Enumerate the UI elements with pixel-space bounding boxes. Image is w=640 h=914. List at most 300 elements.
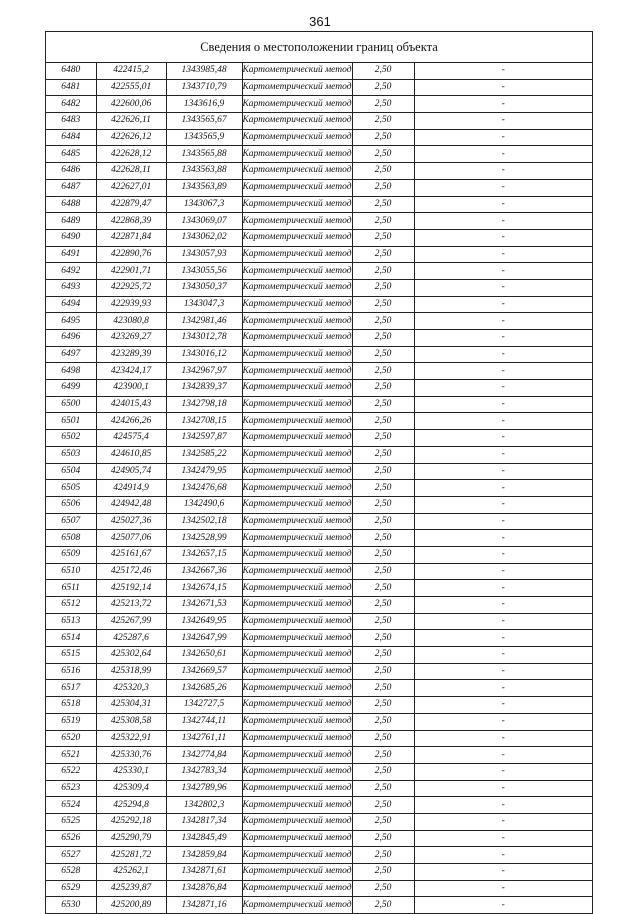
precision-cell: 2,50 bbox=[352, 530, 414, 547]
table-row bbox=[46, 313, 592, 330]
method-cell: Картометрический метод bbox=[242, 880, 352, 897]
x-coordinate-cell: 423900,1 bbox=[96, 380, 166, 397]
description-cell: - bbox=[414, 196, 592, 213]
precision-cell: 2,50 bbox=[352, 113, 414, 130]
y-coordinate-cell: 1343057,93 bbox=[166, 246, 242, 263]
description-cell: - bbox=[414, 446, 592, 463]
point-number-cell: 6489 bbox=[46, 213, 96, 230]
table-row bbox=[46, 96, 592, 113]
y-coordinate-cell: 1342528,99 bbox=[166, 530, 242, 547]
x-coordinate-cell: 425161,67 bbox=[96, 546, 166, 563]
method-cell: Картометрический метод bbox=[242, 730, 352, 747]
x-coordinate-cell: 425322,91 bbox=[96, 730, 166, 747]
x-coordinate-cell: 422626,11 bbox=[96, 113, 166, 130]
description-cell: - bbox=[414, 747, 592, 764]
table-row bbox=[46, 346, 592, 363]
point-number-cell: 6483 bbox=[46, 113, 96, 130]
point-number-cell: 6530 bbox=[61, 899, 81, 910]
x-coordinate-cell: 425330,76 bbox=[96, 747, 166, 764]
description-cell: - bbox=[414, 396, 592, 413]
y-coordinate-cell: 1342727,5 bbox=[166, 697, 242, 714]
point-number-cell: 6514 bbox=[46, 630, 96, 647]
precision-cell: 2,50 bbox=[352, 613, 414, 630]
x-coordinate-cell: 425290,79 bbox=[96, 830, 166, 847]
x-coordinate-cell: 425287,6 bbox=[96, 630, 166, 647]
table-row bbox=[46, 279, 592, 296]
point-number-cell: 6516 bbox=[46, 663, 96, 680]
description-cell: - bbox=[414, 813, 592, 830]
x-coordinate-cell: 425200,89 bbox=[96, 897, 166, 913]
precision-cell: 2,50 bbox=[352, 96, 414, 113]
description-cell: - bbox=[414, 697, 592, 714]
x-coordinate-cell: 423289,39 bbox=[96, 346, 166, 363]
description-cell: - bbox=[414, 129, 592, 146]
table-row bbox=[46, 647, 592, 664]
point-number-cell: 6513 bbox=[46, 613, 96, 630]
description-cell: - bbox=[414, 246, 592, 263]
x-coordinate-cell: 422415,2 bbox=[96, 63, 166, 79]
point-number-cell: 6508 bbox=[46, 530, 96, 547]
y-coordinate-cell: 1342490,6 bbox=[166, 496, 242, 513]
point-number-cell: 6512 bbox=[46, 597, 96, 614]
description-cell: - bbox=[414, 96, 592, 113]
point-number-cell: 6488 bbox=[46, 196, 96, 213]
y-coordinate-cell: 1342685,26 bbox=[166, 680, 242, 697]
y-coordinate-cell: 1342871,61 bbox=[166, 864, 242, 881]
method-cell: Картометрический метод bbox=[242, 847, 352, 864]
method-cell: Картометрический метод bbox=[242, 496, 352, 513]
table-row bbox=[46, 129, 592, 146]
x-coordinate-cell: 425267,99 bbox=[96, 613, 166, 630]
description-cell: - bbox=[414, 613, 592, 630]
x-coordinate-cell: 422600,06 bbox=[96, 96, 166, 113]
method-cell: Картометрический метод bbox=[242, 396, 352, 413]
description-cell: - bbox=[414, 480, 592, 497]
y-coordinate-cell: 1342647,99 bbox=[166, 630, 242, 647]
y-coordinate-cell: 1343047,3 bbox=[166, 296, 242, 313]
y-coordinate-cell: 1342783,34 bbox=[166, 763, 242, 780]
description-cell: - bbox=[414, 864, 592, 881]
x-coordinate-cell: 424575,4 bbox=[96, 430, 166, 447]
x-coordinate-cell: 425302,64 bbox=[96, 647, 166, 664]
x-coordinate-cell: 425077,06 bbox=[96, 530, 166, 547]
x-coordinate-cell: 422925,72 bbox=[96, 279, 166, 296]
x-coordinate-cell: 425262,1 bbox=[96, 864, 166, 881]
point-number-cell: 6528 bbox=[46, 864, 96, 881]
method-cell: Картометрический метод bbox=[242, 279, 352, 296]
point-number-cell: 6510 bbox=[46, 563, 96, 580]
point-number-cell: 6520 bbox=[46, 730, 96, 747]
method-cell: Картометрический метод bbox=[242, 813, 352, 830]
x-coordinate-cell: 425330,1 bbox=[96, 763, 166, 780]
method-cell: Картометрический метод bbox=[242, 580, 352, 597]
table-row bbox=[46, 613, 592, 630]
precision-cell: 2,50 bbox=[352, 263, 414, 280]
table-row bbox=[46, 246, 592, 263]
point-number-cell: 6503 bbox=[46, 446, 96, 463]
point-number-cell: 6525 bbox=[46, 813, 96, 830]
precision-cell: 2,50 bbox=[352, 213, 414, 230]
table-row bbox=[46, 196, 592, 213]
precision-cell: 2,50 bbox=[352, 647, 414, 664]
method-cell: Картометрический метод bbox=[242, 63, 352, 79]
x-coordinate-cell: 424610,85 bbox=[96, 446, 166, 463]
y-coordinate-cell: 1342871,16 bbox=[166, 897, 242, 913]
point-number-cell: 6504 bbox=[46, 463, 96, 480]
x-coordinate-cell: 424942,48 bbox=[96, 496, 166, 513]
precision-cell: 2,50 bbox=[352, 880, 414, 897]
method-cell: Картометрический метод bbox=[242, 647, 352, 664]
point-number-cell: 6507 bbox=[46, 513, 96, 530]
description-cell: - bbox=[414, 580, 592, 597]
point-number-cell: 6480 bbox=[46, 63, 96, 79]
precision-cell: 2,50 bbox=[352, 146, 414, 163]
table-row bbox=[46, 513, 592, 530]
method-cell: Картометрический метод bbox=[242, 96, 352, 113]
table-row bbox=[46, 563, 592, 580]
table-row bbox=[46, 813, 592, 830]
table-row bbox=[46, 730, 592, 747]
precision-cell: 2,50 bbox=[352, 730, 414, 747]
y-coordinate-cell: 1342744,11 bbox=[166, 713, 242, 730]
point-number-cell: 6515 bbox=[46, 647, 96, 664]
description-cell: - bbox=[414, 663, 592, 680]
precision-cell: 2,50 bbox=[352, 430, 414, 447]
y-coordinate-cell: 1342667,36 bbox=[166, 563, 242, 580]
point-number-cell: 6494 bbox=[46, 296, 96, 313]
x-coordinate-cell: 423080,8 bbox=[96, 313, 166, 330]
method-cell: Картометрический метод bbox=[242, 480, 352, 497]
table-row bbox=[46, 480, 592, 497]
description-cell: - bbox=[414, 530, 592, 547]
y-coordinate-cell: 1342981,46 bbox=[166, 313, 242, 330]
precision-cell: 2,50 bbox=[352, 279, 414, 296]
y-coordinate-cell: 1342859,84 bbox=[166, 847, 242, 864]
point-number-cell: 6492 bbox=[46, 263, 96, 280]
y-coordinate-cell: 1342671,53 bbox=[166, 597, 242, 614]
method-cell: Картометрический метод bbox=[242, 313, 352, 330]
description-cell: - bbox=[414, 630, 592, 647]
precision-cell: 2,50 bbox=[352, 246, 414, 263]
x-coordinate-cell: 422901,71 bbox=[96, 263, 166, 280]
table-row bbox=[46, 580, 592, 597]
x-coordinate-cell: 422628,11 bbox=[96, 163, 166, 180]
y-coordinate-cell: 1342845,49 bbox=[166, 830, 242, 847]
precision-cell: 2,50 bbox=[352, 446, 414, 463]
y-coordinate-cell: 1342502,18 bbox=[166, 513, 242, 530]
y-coordinate-cell: 1343616,9 bbox=[166, 96, 242, 113]
description-cell: - bbox=[414, 313, 592, 330]
description-cell: - bbox=[414, 380, 592, 397]
method-cell: Картометрический метод bbox=[242, 897, 352, 913]
table-row bbox=[46, 597, 592, 614]
description-cell: - bbox=[414, 179, 592, 196]
method-cell: Картометрический метод bbox=[242, 229, 352, 246]
precision-cell: 2,50 bbox=[352, 330, 414, 347]
y-coordinate-cell: 1343985,48 bbox=[166, 63, 242, 79]
table-row bbox=[46, 380, 592, 397]
precision-cell: 2,50 bbox=[352, 163, 414, 180]
precision-cell: 2,50 bbox=[352, 296, 414, 313]
method-cell: Картометрический метод bbox=[242, 530, 352, 547]
y-coordinate-cell: 1342669,57 bbox=[166, 663, 242, 680]
x-coordinate-cell: 425318,99 bbox=[96, 663, 166, 680]
description-cell: - bbox=[414, 830, 592, 847]
x-coordinate-cell: 422868,39 bbox=[96, 213, 166, 230]
method-cell: Картометрический метод bbox=[242, 446, 352, 463]
point-number-cell: 6485 bbox=[46, 146, 96, 163]
method-cell: Картометрический метод bbox=[242, 630, 352, 647]
method-cell: Картометрический метод bbox=[242, 613, 352, 630]
precision-cell: 2,50 bbox=[352, 630, 414, 647]
description-cell: - bbox=[414, 163, 592, 180]
y-coordinate-cell: 1342650,61 bbox=[166, 647, 242, 664]
point-number-cell: 6497 bbox=[46, 346, 96, 363]
precision-cell: 2,50 bbox=[352, 196, 414, 213]
point-number-cell: 6495 bbox=[46, 313, 96, 330]
method-cell: Картометрический метод bbox=[242, 330, 352, 347]
precision-cell: 2,50 bbox=[352, 63, 414, 79]
table-row bbox=[46, 363, 592, 380]
precision-cell: 2,50 bbox=[352, 129, 414, 146]
precision-cell: 2,50 bbox=[352, 597, 414, 614]
precision-cell: 2,50 bbox=[352, 747, 414, 764]
x-coordinate-cell: 422871,84 bbox=[96, 229, 166, 246]
table-row bbox=[46, 546, 592, 563]
description-cell: - bbox=[414, 346, 592, 363]
point-number-cell: 6511 bbox=[46, 580, 96, 597]
x-coordinate-cell: 425239,87 bbox=[96, 880, 166, 897]
description-cell: - bbox=[414, 647, 592, 664]
point-number-cell: 6529 bbox=[46, 880, 96, 897]
method-cell: Картометрический метод bbox=[242, 179, 352, 196]
method-cell: Картометрический метод bbox=[242, 296, 352, 313]
method-cell: Картометрический метод bbox=[242, 163, 352, 180]
precision-cell: 2,50 bbox=[352, 179, 414, 196]
point-number-cell: 6527 bbox=[46, 847, 96, 864]
y-coordinate-cell: 1343563,88 bbox=[166, 163, 242, 180]
description-cell: - bbox=[414, 563, 592, 580]
description-cell: - bbox=[414, 780, 592, 797]
table-row bbox=[46, 146, 592, 163]
point-number-cell: 6493 bbox=[46, 279, 96, 296]
method-cell: Картометрический метод bbox=[242, 79, 352, 96]
method-cell: Картометрический метод bbox=[242, 830, 352, 847]
y-coordinate-cell: 1342657,15 bbox=[166, 546, 242, 563]
point-number-cell: 6519 bbox=[46, 713, 96, 730]
method-cell: Картометрический метод bbox=[242, 697, 352, 714]
table-row bbox=[46, 446, 592, 463]
precision-cell: 2,50 bbox=[352, 463, 414, 480]
precision-cell: 2,50 bbox=[352, 480, 414, 497]
table-row bbox=[46, 263, 592, 280]
precision-cell: 2,50 bbox=[352, 496, 414, 513]
table-row bbox=[46, 847, 592, 864]
method-cell: Картометрический метод bbox=[242, 563, 352, 580]
table-row bbox=[46, 330, 592, 347]
point-number-cell: 6487 bbox=[46, 179, 96, 196]
method-cell: Картометрический метод bbox=[242, 346, 352, 363]
table-row bbox=[46, 463, 592, 480]
precision-cell: 2,50 bbox=[352, 797, 414, 814]
method-cell: Картометрический метод bbox=[242, 747, 352, 764]
method-cell: Картометрический метод bbox=[242, 430, 352, 447]
method-cell: Картометрический метод bbox=[242, 546, 352, 563]
description-cell: - bbox=[414, 363, 592, 380]
x-coordinate-cell: 422627,01 bbox=[96, 179, 166, 196]
x-coordinate-cell: 425308,58 bbox=[96, 713, 166, 730]
precision-cell: 2,50 bbox=[352, 580, 414, 597]
table-row bbox=[46, 163, 592, 180]
description-cell: - bbox=[414, 880, 592, 897]
point-number-cell: 6499 bbox=[46, 380, 96, 397]
precision-cell: 2,50 bbox=[352, 396, 414, 413]
y-coordinate-cell: 1342476,68 bbox=[166, 480, 242, 497]
y-coordinate-cell: 1342585,22 bbox=[166, 446, 242, 463]
method-cell: Картометрический метод bbox=[242, 146, 352, 163]
table-row bbox=[46, 780, 592, 797]
point-number-cell: 6506 bbox=[46, 496, 96, 513]
description-cell: - bbox=[414, 797, 592, 814]
table-row bbox=[46, 63, 592, 79]
point-number-cell: 6526 bbox=[46, 830, 96, 847]
x-coordinate-cell: 422628,12 bbox=[96, 146, 166, 163]
y-coordinate-cell: 1343565,88 bbox=[166, 146, 242, 163]
method-cell: Картометрический метод bbox=[242, 864, 352, 881]
description-cell: - bbox=[414, 546, 592, 563]
description-cell: - bbox=[414, 263, 592, 280]
description-cell: - bbox=[414, 680, 592, 697]
precision-cell: 2,50 bbox=[352, 780, 414, 797]
y-coordinate-cell: 1343710,79 bbox=[166, 79, 242, 96]
point-number-cell: 6524 bbox=[46, 797, 96, 814]
table-title: Сведения о местоположении границ объекта bbox=[46, 32, 592, 63]
coordinates-table-body bbox=[46, 63, 592, 913]
table-row bbox=[46, 413, 592, 430]
precision-cell: 2,50 bbox=[352, 897, 414, 913]
method-cell: Картометрический метод bbox=[242, 763, 352, 780]
table-row bbox=[46, 496, 592, 513]
point-number-cell: 6505 bbox=[46, 480, 96, 497]
precision-cell: 2,50 bbox=[352, 546, 414, 563]
y-coordinate-cell: 1343062,02 bbox=[166, 229, 242, 246]
description-cell: - bbox=[414, 63, 592, 79]
y-coordinate-cell: 1343016,12 bbox=[166, 346, 242, 363]
point-number-cell: 6522 bbox=[46, 763, 96, 780]
y-coordinate-cell: 1342479,95 bbox=[166, 463, 242, 480]
description-cell: - bbox=[414, 279, 592, 296]
precision-cell: 2,50 bbox=[352, 680, 414, 697]
method-cell: Картометрический метод bbox=[242, 663, 352, 680]
description-cell: - bbox=[414, 146, 592, 163]
y-coordinate-cell: 1342798,18 bbox=[166, 396, 242, 413]
point-number-cell: 6482 bbox=[46, 96, 96, 113]
method-cell: Картометрический метод bbox=[242, 263, 352, 280]
precision-cell: 2,50 bbox=[352, 229, 414, 246]
y-coordinate-cell: 1343055,56 bbox=[166, 263, 242, 280]
point-number-cell: 6509 bbox=[46, 546, 96, 563]
y-coordinate-cell: 1342708,15 bbox=[166, 413, 242, 430]
table-row bbox=[46, 697, 592, 714]
y-coordinate-cell: 1342649,95 bbox=[166, 613, 242, 630]
point-number-cell: 6517 bbox=[46, 680, 96, 697]
x-coordinate-cell: 422939,93 bbox=[96, 296, 166, 313]
y-coordinate-cell: 1342674,15 bbox=[166, 580, 242, 597]
table-row bbox=[46, 713, 592, 730]
x-coordinate-cell: 424015,43 bbox=[96, 396, 166, 413]
precision-cell: 2,50 bbox=[352, 847, 414, 864]
description-cell: - bbox=[414, 730, 592, 747]
precision-cell: 2,50 bbox=[352, 813, 414, 830]
y-coordinate-cell: 1343563,89 bbox=[166, 179, 242, 196]
y-coordinate-cell: 1343067,3 bbox=[166, 196, 242, 213]
table-row bbox=[46, 296, 592, 313]
table-row bbox=[46, 630, 592, 647]
description-cell: - bbox=[414, 330, 592, 347]
method-cell: Картометрический метод bbox=[242, 380, 352, 397]
description-cell: - bbox=[414, 496, 592, 513]
x-coordinate-cell: 422890,76 bbox=[96, 246, 166, 263]
x-coordinate-cell: 425281,72 bbox=[96, 847, 166, 864]
method-cell: Картометрический метод bbox=[242, 597, 352, 614]
method-cell: Картометрический метод bbox=[242, 713, 352, 730]
description-cell: - bbox=[414, 79, 592, 96]
table-row bbox=[46, 530, 592, 547]
table-row bbox=[46, 179, 592, 196]
x-coordinate-cell: 423269,27 bbox=[96, 330, 166, 347]
table-row bbox=[46, 229, 592, 246]
table-row bbox=[46, 880, 592, 897]
precision-cell: 2,50 bbox=[352, 713, 414, 730]
table-row bbox=[46, 113, 592, 130]
point-number-cell: 6490 bbox=[46, 229, 96, 246]
point-number-cell: 6500 bbox=[46, 396, 96, 413]
x-coordinate-cell: 424914,9 bbox=[96, 480, 166, 497]
x-coordinate-cell: 424905,74 bbox=[96, 463, 166, 480]
table-row bbox=[46, 897, 592, 913]
coordinates-table bbox=[46, 63, 592, 913]
x-coordinate-cell: 424266,26 bbox=[96, 413, 166, 430]
x-coordinate-cell: 425027,36 bbox=[96, 513, 166, 530]
precision-cell: 2,50 bbox=[352, 830, 414, 847]
description-cell: - bbox=[414, 463, 592, 480]
table-row bbox=[46, 430, 592, 447]
method-cell: Картометрический метод bbox=[242, 513, 352, 530]
table-row bbox=[46, 864, 592, 881]
precision-cell: 2,50 bbox=[352, 663, 414, 680]
precision-cell: 2,50 bbox=[352, 697, 414, 714]
description-cell: - bbox=[414, 229, 592, 246]
y-coordinate-cell: 1343069,07 bbox=[166, 213, 242, 230]
point-number-cell: 6501 bbox=[46, 413, 96, 430]
x-coordinate-cell: 425294,8 bbox=[96, 797, 166, 814]
description-cell: - bbox=[414, 847, 592, 864]
method-cell: Картометрический метод bbox=[242, 129, 352, 146]
description-cell: - bbox=[414, 430, 592, 447]
method-cell: Картометрический метод bbox=[242, 780, 352, 797]
method-cell: Картометрический метод bbox=[242, 213, 352, 230]
table-row bbox=[46, 396, 592, 413]
x-coordinate-cell: 425192,14 bbox=[96, 580, 166, 597]
point-number-cell: 6486 bbox=[46, 163, 96, 180]
x-coordinate-cell: 425304,31 bbox=[96, 697, 166, 714]
description-cell: - bbox=[414, 213, 592, 230]
method-cell: Картометрический метод bbox=[242, 246, 352, 263]
point-number-cell: 6521 bbox=[46, 747, 96, 764]
precision-cell: 2,50 bbox=[352, 563, 414, 580]
y-coordinate-cell: 1343565,9 bbox=[166, 129, 242, 146]
description-cell: - bbox=[414, 113, 592, 130]
